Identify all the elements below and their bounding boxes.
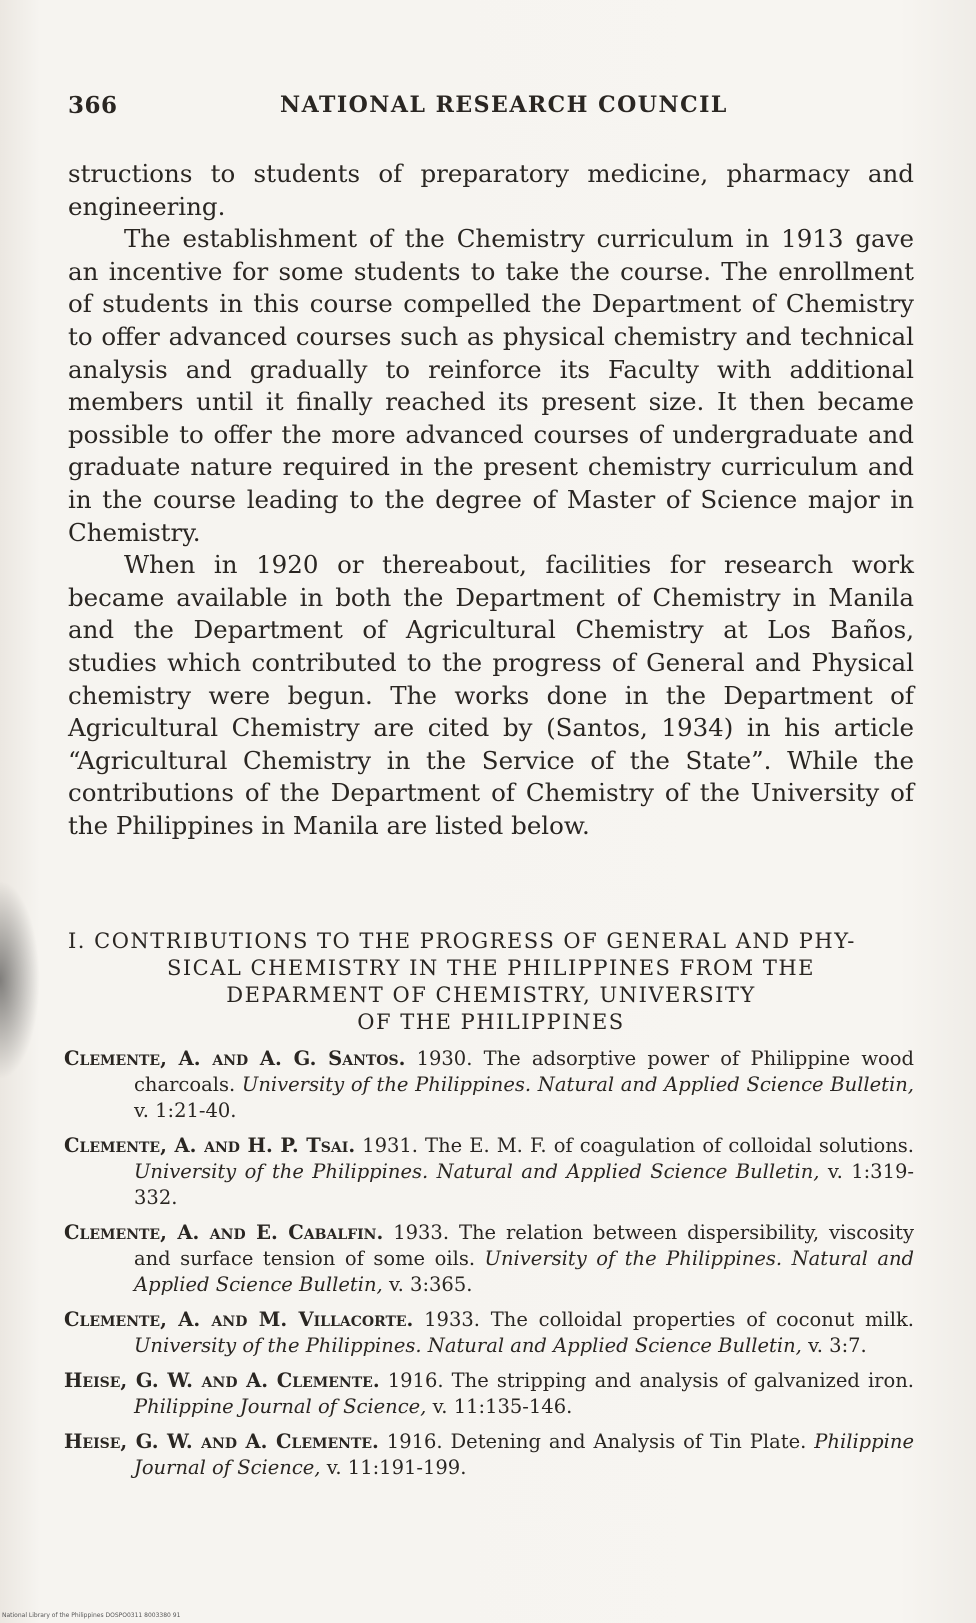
page-header xyxy=(68,92,908,132)
reference-title: 1933. The colloidal properties of coconut milk. xyxy=(424,1308,914,1331)
reference-entry xyxy=(64,1307,914,1359)
reference-entry xyxy=(64,1133,914,1211)
reference-volume: v. 1:319-332. xyxy=(134,1160,914,1209)
reference-title: 1931. The E. M. F. of coagulation of colloidal solutions. xyxy=(362,1134,914,1157)
body-text xyxy=(68,158,914,842)
reference-journal: University of the Philippines. Natural and Applied Science Bulletin, xyxy=(134,1334,802,1357)
reference-journal: University of the Philippines. Natural and Applied Science Bulletin, xyxy=(241,1073,914,1096)
scan-footer: National Library of the Philippines DOSPO0311 8003380 91 xyxy=(2,1612,181,1619)
paragraph: structions to students of preparatory medicine, pharmacy and engineering. xyxy=(68,159,914,221)
reference-authors: Clemente, A. and H. P. Tsai. xyxy=(64,1134,356,1157)
reference-journal: Philippine Journal of Science, xyxy=(134,1430,914,1479)
reference-volume: v. 1:21-40. xyxy=(134,1099,237,1122)
page-number: 366 xyxy=(68,92,118,119)
reference-journal: University of the Philippines. Natural and Applied Science Bulletin, xyxy=(134,1160,820,1183)
reference-title: 1916. The stripping and analysis of galvanized iron. xyxy=(387,1369,914,1392)
reference-entry xyxy=(64,1429,914,1481)
reference-title: 1933. The relation between dispersibility, viscosity and surface tension of some oils. xyxy=(134,1221,914,1270)
reference-volume: v. 3:7. xyxy=(808,1334,867,1357)
section-heading xyxy=(68,928,914,1036)
paragraph: The establishment of the Chemistry curriculum in 1913 gave an incentive for some students to take the course. The enrollment of students in this course compelled the Department of Chemistry to offer advanced courses such as physical chemistry and technical analysis and gradually to reinforce its Faculty with additional members until it finally reached its present size. It then became possible to offer the more advanced courses of undergraduate and graduate nature required in the present chemistry curriculum and in the course leading to the degree of Master of Science major in Chemistry. xyxy=(68,224,914,547)
reference-volume: v. 3:365. xyxy=(388,1273,473,1296)
binding-shadow xyxy=(0,880,40,1080)
reference-title: 1930. The adsorptive power of Philippine wood charcoals. xyxy=(134,1047,914,1096)
reference-authors: Clemente, A. and A. G. Santos. xyxy=(64,1047,406,1070)
running-head: NATIONAL RESEARCH COUNCIL xyxy=(280,92,728,118)
reference-authors: Clemente, A. and E. Cabalfin. xyxy=(64,1221,384,1244)
reference-entry xyxy=(64,1368,914,1420)
reference-authors: Heise, G. W. and A. Clemente. xyxy=(64,1430,379,1453)
section-heading-line: I. CONTRIBUTIONS TO THE PROGRESS OF GENERAL AND PHY- xyxy=(68,929,856,953)
reference-volume: v. 11:135-146. xyxy=(432,1395,573,1418)
reference-journal: University of the Philippines. Natural and Applied Science Bulletin, xyxy=(134,1247,915,1296)
reference-title: 1916. Detening and Analysis of Tin Plate. xyxy=(386,1430,807,1453)
section-heading-line: OF THE PHILIPPINES xyxy=(357,1010,625,1034)
reference-volume: v. 11:191-199. xyxy=(326,1456,467,1479)
reference-list xyxy=(64,1046,914,1490)
reference-authors: Heise, G. W. and A. Clemente. xyxy=(64,1369,380,1392)
section-heading-line: SICAL CHEMISTRY IN THE PHILIPPINES FROM THE xyxy=(166,956,816,980)
paragraph: When in 1920 or thereabout, facilities for research work became available in both the Department of Chemistry in Manila and the Department of Agricultural Chemistry at Los Baños, studies which contributed to the progress of General and Physical chemistry were begun. The works done in the Department of Agricultural Chemistry are cited by (Santos, 1934) in his article “Agricultural Chemistry in the Service of the State”. While the contributions of the Department of Chemistry of the University of the Philippines in Manila are listed below. xyxy=(68,550,914,840)
section-heading-line: DEPARMENT OF CHEMISTRY, UNIVERSITY xyxy=(226,983,756,1007)
reference-journal: Philippine Journal of Science, xyxy=(134,1395,427,1418)
reference-entry xyxy=(64,1220,914,1298)
reference-authors: Clemente, A. and M. Villacorte. xyxy=(64,1308,414,1331)
reference-entry xyxy=(64,1046,914,1124)
